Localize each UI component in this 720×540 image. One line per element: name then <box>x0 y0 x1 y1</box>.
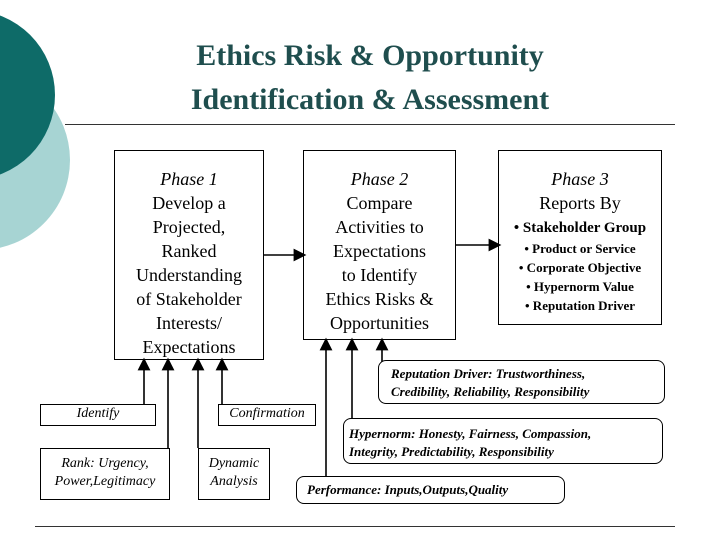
phase-2-line: Activities to <box>335 217 424 237</box>
phase-2-line: Ethics Risks & <box>325 289 434 309</box>
phase-1-line: Ranked <box>161 241 217 261</box>
identify-label: Identify <box>76 406 120 421</box>
dynamic-analysis-box <box>198 448 270 500</box>
phase-1-line: Projected, <box>152 217 226 237</box>
identify-box <box>40 404 156 426</box>
phase-2-heading: Phase 2 <box>350 169 409 189</box>
phase-1-line: of Stakeholder <box>136 289 242 309</box>
phase-3-item: • Reputation Driver <box>525 298 635 313</box>
phase-3-item: • Stakeholder Group <box>513 220 647 236</box>
phase-3-item: • Product or Service <box>524 241 636 256</box>
title-line-2: Identification & Assessment <box>190 83 550 116</box>
phase-3-heading: Phase 3 <box>551 169 609 189</box>
phase-1-line: Understanding <box>136 265 242 285</box>
performance-box <box>296 476 565 504</box>
title-line-1: Ethics Risk & Opportunity <box>196 39 544 72</box>
phase-3-item: • Corporate Objective <box>518 260 642 275</box>
dynamic-line: Dynamic <box>208 456 260 471</box>
phase-2-line: Compare <box>346 193 413 213</box>
phase-1-line: Develop a <box>152 193 226 213</box>
phase-1-heading: Phase 1 <box>160 169 218 189</box>
phase-1-line: Interests/ <box>156 313 222 333</box>
phase-3-item: • Hypernorm Value <box>526 279 634 294</box>
phase-3-subheading: Reports By <box>539 193 621 213</box>
phase-1-line: Expectations <box>142 337 236 357</box>
phase-2-line: Opportunities <box>330 313 429 333</box>
rank-line: Rank: Urgency, <box>61 456 149 471</box>
phase-2-line: Expectations <box>333 241 426 261</box>
confirmation-box <box>218 404 316 426</box>
phase-2-line: to Identify <box>341 265 418 285</box>
hypernorm-line: Integrity, Predictability, Responsibility <box>349 444 554 459</box>
reputation-driver-box <box>378 360 665 404</box>
hypernorm-line: Hypernorm: Honesty, Fairness, Compassion, <box>349 426 592 441</box>
rank-box <box>40 448 170 500</box>
dynamic-line: Analysis <box>210 474 258 489</box>
performance-label: Performance: Inputs,Outputs,Quality <box>307 482 509 497</box>
hypernorm-box <box>343 418 663 464</box>
reputation-line: Reputation Driver: Trustworthiness, <box>391 366 586 381</box>
confirmation-label: Confirmation <box>229 406 305 421</box>
rank-line: Power,Legitimacy <box>54 474 156 489</box>
reputation-line: Credibility, Reliability, Responsibility <box>391 384 590 399</box>
